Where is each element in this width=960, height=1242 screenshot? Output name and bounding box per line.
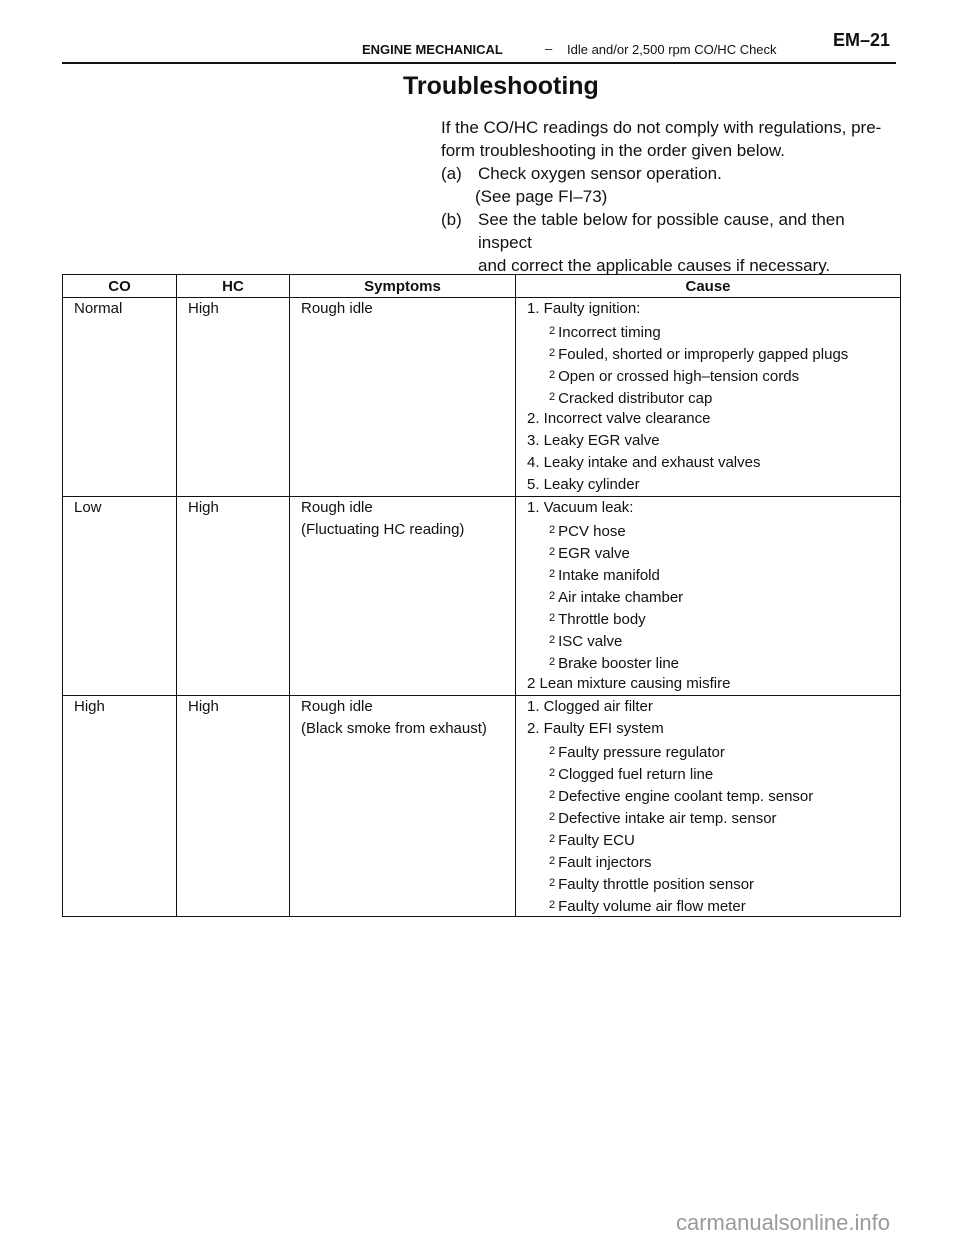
intro-paragraph: If the CO/HC readings do not comply with regulations, pre-form troubleshooting in the order given below. <box>441 118 882 160</box>
cause-text: 1. Clogged air filter <box>527 698 653 715</box>
cause-text: Open or crossed high–tension cords <box>558 368 800 385</box>
cause-line <box>527 474 900 496</box>
cause-line <box>527 894 900 916</box>
header-co: CO <box>63 275 177 298</box>
cause-text: Cracked distributor cap <box>558 390 713 407</box>
table-row <box>63 696 901 917</box>
page-number: EM–21 <box>832 30 890 50</box>
cause-cell <box>516 497 901 696</box>
cause-text: Clogged fuel return line <box>558 766 714 783</box>
step-b <box>441 208 899 277</box>
cause-line <box>527 408 900 430</box>
cause-text: Faulty throttle position sensor <box>558 876 755 893</box>
cause-text: PCV hose <box>558 523 626 540</box>
cause-line <box>527 320 900 342</box>
co-cell: Low <box>63 497 177 696</box>
header-separator: – <box>545 41 553 56</box>
troubleshooting-table <box>62 274 901 917</box>
cause-line <box>527 541 900 563</box>
bullet-icon: 2 <box>549 745 556 757</box>
cause-text: 1. Faulty ignition: <box>527 300 641 317</box>
symptoms-cell <box>290 298 516 497</box>
cause-text: Faulty pressure regulator <box>558 744 725 761</box>
cause-line <box>527 519 900 541</box>
bullet-icon: 2 <box>549 546 556 558</box>
bullet-icon: 2 <box>549 656 556 668</box>
page-title: Troubleshooting <box>403 72 599 100</box>
header-subsection-title: Idle and/or 2,500 rpm CO/HC Check <box>567 42 777 57</box>
bullet-icon: 2 <box>549 634 556 646</box>
cause-line <box>527 629 900 651</box>
cause-text: 4. Leaky intake and exhaust valves <box>527 454 761 471</box>
cause-text: Brake booster line <box>558 655 680 672</box>
table-header-row <box>63 275 901 298</box>
cause-line <box>527 430 900 452</box>
header-hc: HC <box>177 275 290 298</box>
cause-line <box>527 784 900 806</box>
symptoms-cell <box>290 497 516 696</box>
cause-line <box>527 673 900 695</box>
cause-text: ISC valve <box>558 633 623 650</box>
symptom-line: Rough idle <box>301 499 373 516</box>
intro-text <box>441 116 899 277</box>
co-cell: Normal <box>63 298 177 497</box>
bullet-icon: 2 <box>549 811 556 823</box>
bullet-icon: 2 <box>549 590 556 602</box>
cause-line <box>527 497 900 519</box>
cause-line <box>527 762 900 784</box>
bullet-icon: 2 <box>549 391 556 403</box>
cause-text: Throttle body <box>558 611 646 628</box>
bullet-icon: 2 <box>549 855 556 867</box>
symptoms-cell <box>290 696 516 917</box>
symptom-line: Rough idle <box>301 698 373 715</box>
cause-line <box>527 386 900 408</box>
cause-text: Defective engine coolant temp. sensor <box>558 788 814 805</box>
cause-text: Faulty volume air flow meter <box>558 898 746 915</box>
cause-text: 1. Vacuum leak: <box>527 499 634 516</box>
page-header <box>62 28 896 64</box>
cause-text: 3. Leaky EGR valve <box>527 432 660 449</box>
cause-line <box>527 850 900 872</box>
cause-text: EGR valve <box>558 545 630 562</box>
step-subtext: and correct the applicable causes if necessary. <box>478 256 831 275</box>
cause-text: Incorrect timing <box>558 324 661 341</box>
step-text: See the table below for possible cause, and then inspect <box>478 210 845 252</box>
step-label: (a) <box>441 164 462 183</box>
cause-text: 2. Faulty EFI system <box>527 720 664 737</box>
cause-line <box>527 828 900 850</box>
cause-line <box>527 298 900 320</box>
header-cause: Cause <box>516 275 901 298</box>
cause-line <box>527 342 900 364</box>
cause-text: 2 Lean mixture causing misfire <box>527 675 731 692</box>
symptom-line: Rough idle <box>301 300 373 317</box>
cause-text: Fault injectors <box>558 854 652 871</box>
bullet-icon: 2 <box>549 347 556 359</box>
watermark: carmanualsonline.info <box>675 1210 890 1235</box>
cause-line <box>527 607 900 629</box>
table-row <box>63 497 901 696</box>
cause-line <box>527 563 900 585</box>
bullet-icon: 2 <box>549 767 556 779</box>
cause-line <box>527 806 900 828</box>
bullet-icon: 2 <box>549 568 556 580</box>
bullet-icon: 2 <box>549 833 556 845</box>
bullet-icon: 2 <box>549 612 556 624</box>
cause-cell <box>516 696 901 917</box>
cause-text: 2. Incorrect valve clearance <box>527 410 711 427</box>
step-label: (b) <box>441 210 462 229</box>
step-a <box>441 162 899 208</box>
cause-line <box>527 696 900 718</box>
cause-text: 5. Leaky cylinder <box>527 476 640 493</box>
bullet-icon: 2 <box>549 899 556 911</box>
bullet-icon: 2 <box>549 369 556 381</box>
cause-line <box>527 718 900 740</box>
cause-text: Fouled, shorted or improperly gapped plugs <box>558 346 849 363</box>
co-cell: High <box>63 696 177 917</box>
cause-line <box>527 740 900 762</box>
cause-text: Faulty ECU <box>558 832 635 849</box>
hc-cell: High <box>177 497 290 696</box>
cause-text: Intake manifold <box>558 567 660 584</box>
table-row <box>63 298 901 497</box>
hc-cell: High <box>177 696 290 917</box>
bullet-icon: 2 <box>549 524 556 536</box>
step-subtext: (See page FI–73) <box>475 187 608 206</box>
table-body <box>63 298 901 917</box>
header-symptoms: Symptoms <box>290 275 516 298</box>
cause-line <box>527 364 900 386</box>
symptom-line: (Fluctuating HC reading) <box>301 521 465 538</box>
hc-cell: High <box>177 298 290 497</box>
bullet-icon: 2 <box>549 325 556 337</box>
bullet-icon: 2 <box>549 877 556 889</box>
cause-text: Defective intake air temp. sensor <box>558 810 777 827</box>
bullet-icon: 2 <box>549 789 556 801</box>
symptom-line: (Black smoke from exhaust) <box>301 720 487 737</box>
cause-line <box>527 872 900 894</box>
step-text: Check oxygen sensor operation. <box>478 164 722 183</box>
cause-line <box>527 585 900 607</box>
cause-line <box>527 651 900 673</box>
cause-text: Air intake chamber <box>558 589 684 606</box>
cause-cell <box>516 298 901 497</box>
cause-line <box>527 452 900 474</box>
header-section-title: ENGINE MECHANICAL <box>362 42 503 57</box>
